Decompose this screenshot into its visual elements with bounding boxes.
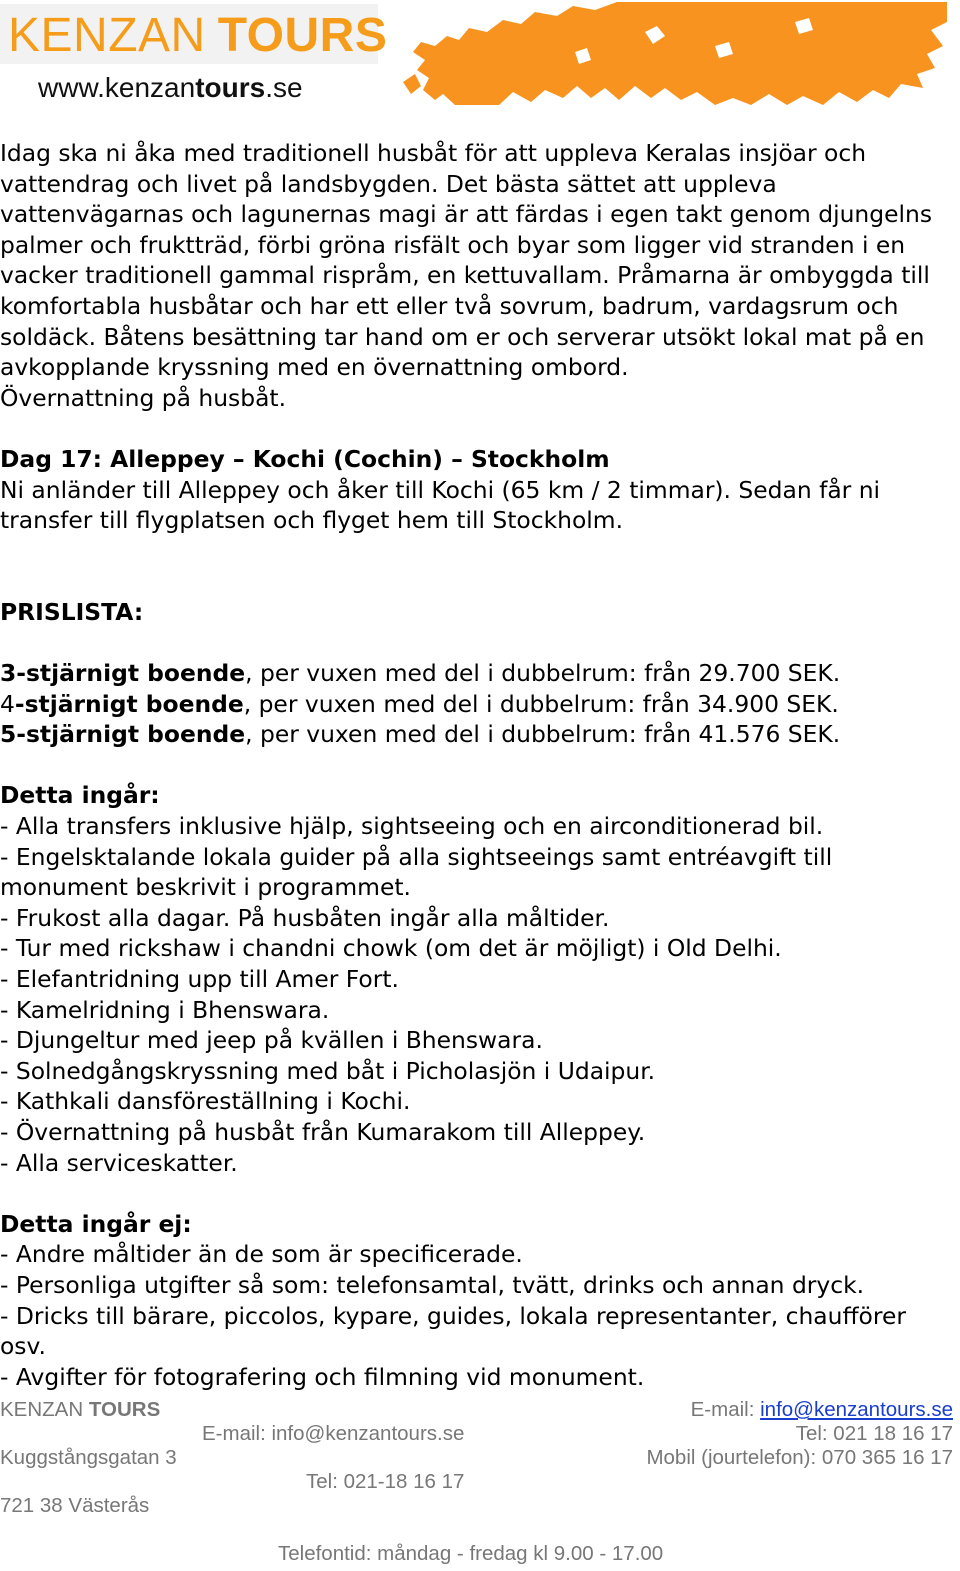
email-link[interactable]: info@kenzantours.se xyxy=(760,1398,953,1421)
footer-city-address: 721 38 Västerås xyxy=(0,1494,150,1517)
spacer xyxy=(0,413,955,444)
spacer xyxy=(0,628,955,659)
document-body xyxy=(0,138,955,1392)
included-item: - Kamelridning i Bhenswara. xyxy=(0,995,330,1024)
included-item: - Djungeltur med jeep på kvällen i Bhenswara. xyxy=(0,1026,543,1055)
footer-center-email: E-mail: info@kenzantours.se xyxy=(202,1422,465,1445)
page-header xyxy=(0,0,960,110)
logo-wordmark xyxy=(8,10,387,62)
footer-right-email: E-mail: info@kenzantours.se xyxy=(690,1398,953,1421)
included-heading: Detta ingår: xyxy=(0,781,160,810)
website-url[interactable]: www.kenzantours.se xyxy=(38,72,303,103)
included-item: - Kathkali dansföreställning i Kochi. xyxy=(0,1087,411,1116)
not-included-item: - Avgifter för fotografering och filmning vid monument. xyxy=(0,1362,645,1391)
footer-company-name: KENZAN TOURS xyxy=(0,1398,161,1421)
included-item: - Övernattning på husbåt från Kumarakom till Alleppey. xyxy=(0,1118,646,1146)
footer-phone-hours: Telefontid: måndag - fredag kl 9.00 - 17.00 xyxy=(278,1542,664,1565)
page-footer xyxy=(0,1392,960,1571)
footer-center-phone: Tel: 021-18 16 17 xyxy=(306,1470,465,1493)
not-included-heading: Detta ingår ej: xyxy=(0,1209,192,1238)
included-item: - Solnedgångskryssning med båt i Picholasjön i Udaipur. xyxy=(0,1056,656,1085)
included-item: - Frukost alla dagar. På husbåten ingår alla måltider. xyxy=(0,903,610,932)
price-item: 4-stjärnigt boende, per vuxen med del i dubbelrum: från 34.900 SEK. xyxy=(0,689,839,718)
not-included-item: - Andre måltider än de som är specificerade. xyxy=(0,1240,523,1269)
price-item: 5-stjärnigt boende, per vuxen med del i dubbelrum: från 41.576 SEK. xyxy=(0,720,841,749)
included-item: - Engelsktalande lokala guider på alla sightseeings samt entréavgift till monument beskrivit i programmet. xyxy=(0,842,833,902)
spacer xyxy=(0,536,955,597)
spacer xyxy=(0,1178,955,1209)
included-item: - Tur med rickshaw i chandni chowk (om det är möjligt) i Old Delhi. xyxy=(0,934,782,963)
not-included-item: - Dricks till bärare, piccolos, kypare, guides, lokala representanter, chaufförer osv. xyxy=(0,1301,906,1361)
footer-right-phone: Tel: 021 18 16 17 xyxy=(795,1422,953,1445)
footer-mobile-phone: Mobil (jourtelefon): 070 365 16 17 xyxy=(646,1446,953,1469)
included-item: - Alla serviceskatter. xyxy=(0,1148,238,1177)
overnight-note: Övernattning på husbåt. xyxy=(0,383,287,412)
included-item: - Alla transfers inklusive hjälp, sightseeing och en airconditionerad bil. xyxy=(0,812,824,841)
day17-text: Ni anländer till Alleppey och åker till Kochi (65 km / 2 timmar). Sedan får ni transfer till flygplatsen och flyget hem till Stockholm. xyxy=(0,475,881,535)
footer-street-address: Kuggstångsgatan 3 xyxy=(0,1446,177,1469)
included-item: - Elefantridning upp till Amer Fort. xyxy=(0,965,399,994)
europe-map-icon xyxy=(395,2,947,105)
price-item: 3-stjärnigt boende, per vuxen med del i dubbelrum: från 29.700 SEK. xyxy=(0,659,841,688)
price-list-heading: PRISLISTA: xyxy=(0,597,144,626)
spacer xyxy=(0,750,955,781)
day17-heading: Dag 17: Alleppey – Kochi (Cochin) – Stockholm xyxy=(0,444,610,473)
logo-kenzan-text: KENZAN xyxy=(8,9,206,62)
logo-tours-text: TOURS xyxy=(217,9,388,62)
kenzan-tours-logo xyxy=(0,0,388,110)
intro-paragraph: Idag ska ni åka med traditionell husbåt för att uppleva Keralas insjöar och vattendrag och livet på landsbygden. Det bästa sättet att uppleva vattenvägarnas och lagunernas magi är att färdas i egen takt genom djungelns palmer och fruktträd, förbi gröna risfält och byar som ligger vid stranden i en vacker traditionell gammal rispråm, en kettuvallam. Pråmarna är ombyggda till komfortabla husbåtar och har ett eller två sovrum, badrum, vardagsrum och soldäck. Båtens besättning tar hand om er och serverar utsökt lokal mat på en avkopplande kryssning med en övernattning ombord. xyxy=(0,139,933,382)
not-included-item: - Personliga utgifter så som: telefonsamtal, tvätt, drinks och annan dryck. xyxy=(0,1270,865,1299)
